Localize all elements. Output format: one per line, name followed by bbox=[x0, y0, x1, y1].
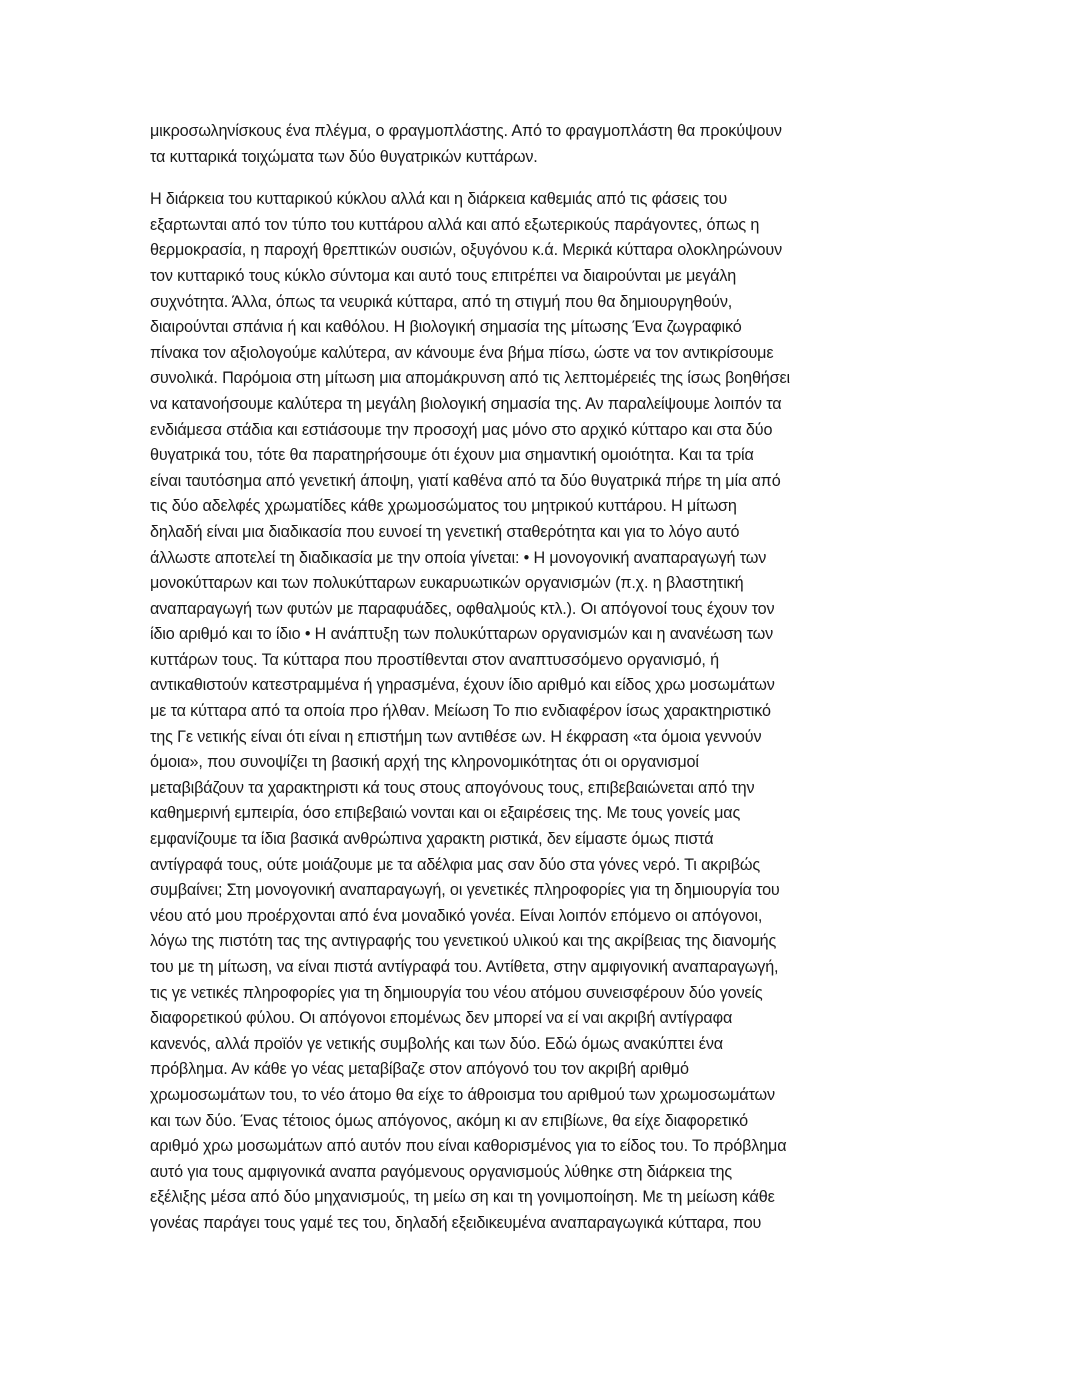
text-line: μονοκύτταρων και των πολυκύτταρων ευκαρυωτικών οργανισμών (π.χ. η βλαστητική bbox=[150, 574, 744, 593]
text-line: διαιρούνται σπάνια ή και καθόλου. Η βιολογική σημασία της μίτωσης Ένα ζωγραφικό bbox=[150, 318, 742, 337]
text-line: αντίγραφά τους, ούτε μοιάζουμε με τα αδέλφια μας σαν δύο στα γόνες νερό. Τι ακριβώς bbox=[150, 855, 761, 874]
text-line: διαφορετικού φύλου. Οι απόγονοι επομένως δεν μπορεί να εί ναι ακριβή αντίγραφα bbox=[150, 1009, 733, 1028]
text-line: τον κυτταρικό τους κύκλο σύντομα και αυτό τους επιτρέπει να διαιρούνται με μεγάλη bbox=[150, 266, 737, 285]
text-line: τα κυτταρικά τοιχώματα των δύο θυγατρικών κυττάρων. bbox=[150, 147, 538, 166]
text-line: δηλαδή είναι μια διαδικασία που ευνοεί τη γενετική σταθερότητα και για το λόγο αυτό bbox=[150, 522, 740, 541]
text-line: πρόβλημα. Αν κάθε γο νέας μεταβίβαζε στον απόγονό του τον ακριβή αριθμό bbox=[150, 1060, 689, 1079]
text-line: λόγω της πιστότη τας της αντιγραφής του γενετικού υλικού και της ακρίβειας της διανομής bbox=[150, 932, 777, 951]
text-line: εξέλιξης μέσα από δύο μηχανισμούς, τη μείω ση και τη γονιμοποίηση. Με τη μείωση κάθε bbox=[150, 1188, 775, 1207]
text-line: όμοια», που συνοψίζει τη βασική αρχή της κληρονομικότητας ότι οι οργανισμοί bbox=[150, 753, 699, 772]
text-line: πίνακα τον αξιολογούμε καλύτερα, αν κάνουμε ένα βήμα πίσω, ώστε να τον αντικρίσουμε bbox=[150, 343, 774, 362]
text-line: θυγατρικά του, τότε θα παρατηρήσουμε ότι έχουν μια σημαντική ομοιότητα. Και τα τρία bbox=[150, 446, 754, 465]
text-line: αριθμό χρω μοσωμάτων από αυτόν που είναι καθορισμένος για το είδος του. Το πρόβλημα bbox=[150, 1137, 787, 1156]
text-line: κανενός, αλλά προϊόν γε νετικής συμβολής και των δύο. Εδώ όμως ανακύπτει ένα bbox=[150, 1034, 723, 1053]
text-line: χρωμοσωμάτων του, το νέο άτομο θα είχε το άθροισμα του αριθμού των χρωμοσωμάτων bbox=[150, 1085, 775, 1104]
text-line: συμβαίνει; Στη μονογονική αναπαραγωγή, οι γενετικές πληροφορίες για τη δημιουργία του bbox=[150, 881, 780, 900]
document-page bbox=[150, 119, 870, 1237]
text-line: αυτό για τους αμφιγονικά αναπα ραγόμενους οργανισμούς λύθηκε στη διάρκεια της bbox=[150, 1162, 733, 1181]
text-line: της Γε νετικής είναι ότι είναι η επιστήμη των αντιθέσε ων. Η έκφραση «τα όμοια γεννούν bbox=[150, 727, 762, 746]
text-line: άλλωστε αποτελεί τη διαδικασία με την οποία γίνεται: • Η μονογονική αναπαραγωγή των bbox=[150, 548, 767, 567]
text-line: αναπαραγωγή των φυτών με παραφυάδες, οφθαλμούς κτλ.). Οι απόγονοί τους έχουν τον bbox=[150, 599, 775, 618]
text-line: κυττάρων τους. Τα κύτταρα που προστίθενται στον αναπτυσσόμενο οργανισμό, ή bbox=[150, 650, 719, 669]
text-line: του με τη μίτωση, να είναι πιστά αντίγραφά του. Αντίθετα, στην αμφιγονική αναπαραγωγή, bbox=[150, 958, 779, 976]
text-line: και των δύο. Ένας τέτοιος όμως απόγονος, ακόμη κι αν επιβίωνε, θα είχε διαφορετικό bbox=[150, 1111, 748, 1130]
text-line: συνολικά. Παρόμοια στη μίτωση μια απομάκρυνση από τις λεπτομέρειές της ίσως βοηθήσει bbox=[150, 369, 791, 388]
paragraph-1 bbox=[150, 119, 870, 170]
text-line: ενδιάμεσα στάδια και εστιάσουμε την προσοχή μας μόνο στο αρχικό κύτταρο και στα δύο bbox=[150, 420, 773, 439]
text-line: τις γε νετικές πληροφορίες για τη δημιουργία του νέου ατόμου συνεισφέρουν δύο γονείς bbox=[150, 983, 763, 1002]
text-line: νέου ατό μου προέρχονται από ένα μοναδικό γονέα. Είναι λοιπόν επόμενο οι απόγονοι, bbox=[150, 906, 763, 925]
text-line: μεταβιβάζουν τα χαρακτηριστι κά τους στους απογόνους τους, επιβεβαιώνεται από την bbox=[150, 778, 755, 797]
text-line: να κατανοήσουμε καλύτερα τη μεγάλη βιολογική σημασία της. Αν παραλείψουμε λοιπόν τα bbox=[150, 394, 782, 413]
text-line: είναι ταυτόσημα από γενετική άποψη, γιατί καθένα από τα δύο θυγατρικά πήρε τη μία από bbox=[150, 471, 781, 490]
text-line: Η διάρκεια του κυτταρικού κύκλου αλλά και η διάρκεια καθεμιάς από τις φάσεις του bbox=[150, 190, 728, 209]
text-line: θερμοκρασία, η παροχή θρεπτικών ουσιών, οξυγόνου κ.ά. Μερικά κύτταρα ολοκληρώνουν bbox=[150, 241, 783, 260]
text-line: καθημερινή εμπειρία, όσο επιβεβαιώ νονται και οι εξαιρέσεις της. Με τους γονείς μας bbox=[150, 804, 741, 823]
text-line: ίδιο αριθμό και το ίδιο • Η ανάπτυξη των πολυκύτταρων οργανισμών και η ανανέωση των bbox=[150, 625, 774, 644]
text-line: με τα κύτταρα από τα οποία προ ήλθαν. Μείωση Το πιο ενδιαφέρον ίσως χαρακτηριστικό bbox=[150, 702, 771, 721]
text-line: τις δύο αδελφές χρωματίδες κάθε χρωμοσώματος του μητρικού κυττάρου. Η μίτωση bbox=[150, 497, 737, 516]
paragraph-2 bbox=[150, 187, 870, 1236]
text-line: γονέας παράγει τους γαμέ τες του, δηλαδή εξειδικευμένα αναπαραγωγικά κύτταρα, που bbox=[150, 1213, 762, 1232]
text-line: μικροσωληνίσκους ένα πλέγμα, ο φραγμοπλάστης. Από το φραγμοπλάστη θα προκύψουν bbox=[150, 122, 782, 140]
text-line: αντικαθιστούν κατεστραμμένα ή γηρασμένα, έχουν ίδιο αριθμό και είδος χρω μοσωμάτων bbox=[150, 676, 775, 695]
text-line: εξαρτωνται από τον τύπο του κυττάρου αλλά και από εξωτερικούς παράγοντες, όπως η bbox=[150, 215, 760, 234]
text-line: εμφανίζουμε τα ίδια βασικά ανθρώπινα χαρακτη ριστικά, δεν είμαστε όμως πιστά bbox=[150, 830, 714, 849]
text-line: συχνότητα. Άλλα, όπως τα νευρικά κύτταρα, από τη στιγμή που θα δημιουργηθούν, bbox=[150, 292, 733, 311]
